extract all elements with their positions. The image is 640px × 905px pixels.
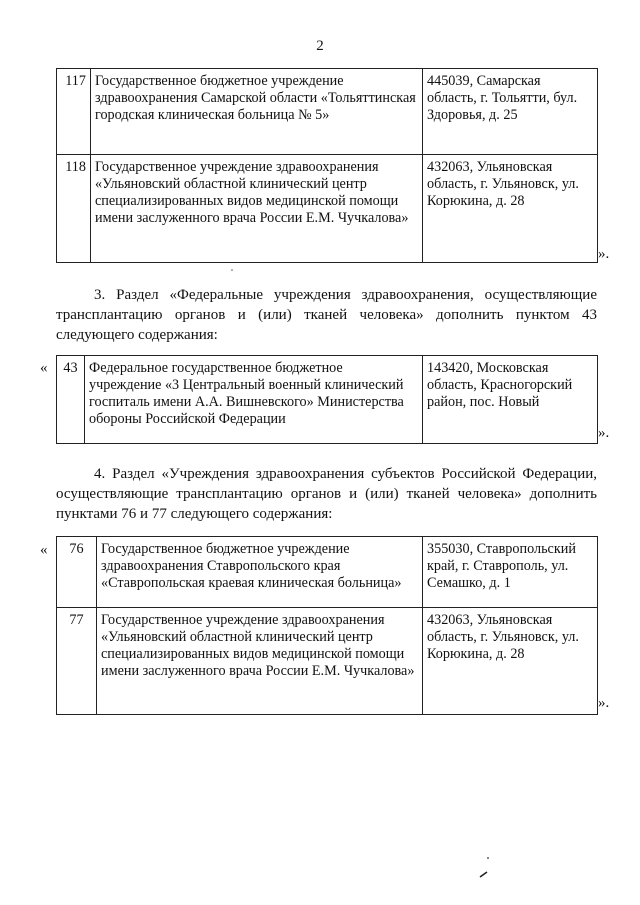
row-number: 77 bbox=[57, 608, 97, 715]
institution-address: 355030, Ставропольский край, г. Ставрополь, ул. Семашко, д. 1 bbox=[423, 537, 598, 608]
institution-name: Государственное учреждение здравоохранения «Ульяновский областной клинический центр специализированных видов медицинской помощи имени заслуженного врача России Е.М. Чучкалова» bbox=[91, 155, 423, 263]
table-items-117-118 bbox=[56, 68, 598, 263]
institution-address: 445039, Самарская область, г. Тольятти, бул. Здоровья, д. 25 bbox=[423, 69, 598, 155]
institution-address: 143420, Московская область, Красногорский район, пос. Новый bbox=[423, 356, 598, 444]
page-number: 2 bbox=[316, 38, 324, 54]
institution-address: 432063, Ульяновская область, г. Ульяновск, ул. Корюкина, д. 28 bbox=[423, 155, 598, 263]
paragraph-3: 3. Раздел «Федеральные учреждения здравоохранения, осуществляющие трансплантацию органов и (или) тканей человека» дополнить пунктом 43 следующего содержания: bbox=[56, 287, 597, 343]
table-row bbox=[57, 155, 598, 263]
table-items-76-77 bbox=[56, 536, 598, 715]
opening-quote: « bbox=[40, 542, 48, 558]
table-row bbox=[57, 69, 598, 155]
row-number: 117 bbox=[57, 69, 91, 155]
closing-quote: ». bbox=[598, 695, 610, 711]
institution-name: Государственное бюджетное учреждение здравоохранения Самарской области «Тольяттинская городская клиническая больница № 5» bbox=[91, 69, 423, 155]
institution-name: Государственное учреждение здравоохранения «Ульяновский областной клинический центр специализированных видов медицинской помощи имени заслуженного врача России Е.М. Чучкалова» bbox=[97, 608, 423, 715]
table-item-43 bbox=[56, 355, 598, 444]
opening-quote: « bbox=[40, 360, 48, 376]
table-row bbox=[57, 608, 598, 715]
pen-mark bbox=[480, 872, 487, 877]
paragraph-4: 4. Раздел «Учреждения здравоохранения субъектов Российской Федерации, осуществляющие трансплантацию органов и (или) тканей человека» дополнить пунктами 76 и 77 следующего содержания: bbox=[56, 466, 597, 522]
dot-mark bbox=[487, 857, 489, 859]
institution-address: 432063, Ульяновская область, г. Ульяновск, ул. Корюкина, д. 28 bbox=[423, 608, 598, 715]
institution-name: Государственное бюджетное учреждение здравоохранения Ставропольского края «Ставропольская краевая клиническая больница» bbox=[97, 537, 423, 608]
row-number: 43 bbox=[57, 356, 85, 444]
closing-quote: ». bbox=[598, 425, 610, 441]
table-row bbox=[57, 356, 598, 444]
row-number: 118 bbox=[57, 155, 91, 263]
closing-quote: ». bbox=[598, 246, 610, 262]
row-number: 76 bbox=[57, 537, 97, 608]
institution-name: Федеральное государственное бюджетное учреждение «3 Центральный военный клинический госпиталь имени А.А. Вишневского» Министерства обороны Российской Федерации bbox=[85, 356, 423, 444]
dot-mark bbox=[231, 269, 233, 271]
table-row bbox=[57, 537, 598, 608]
